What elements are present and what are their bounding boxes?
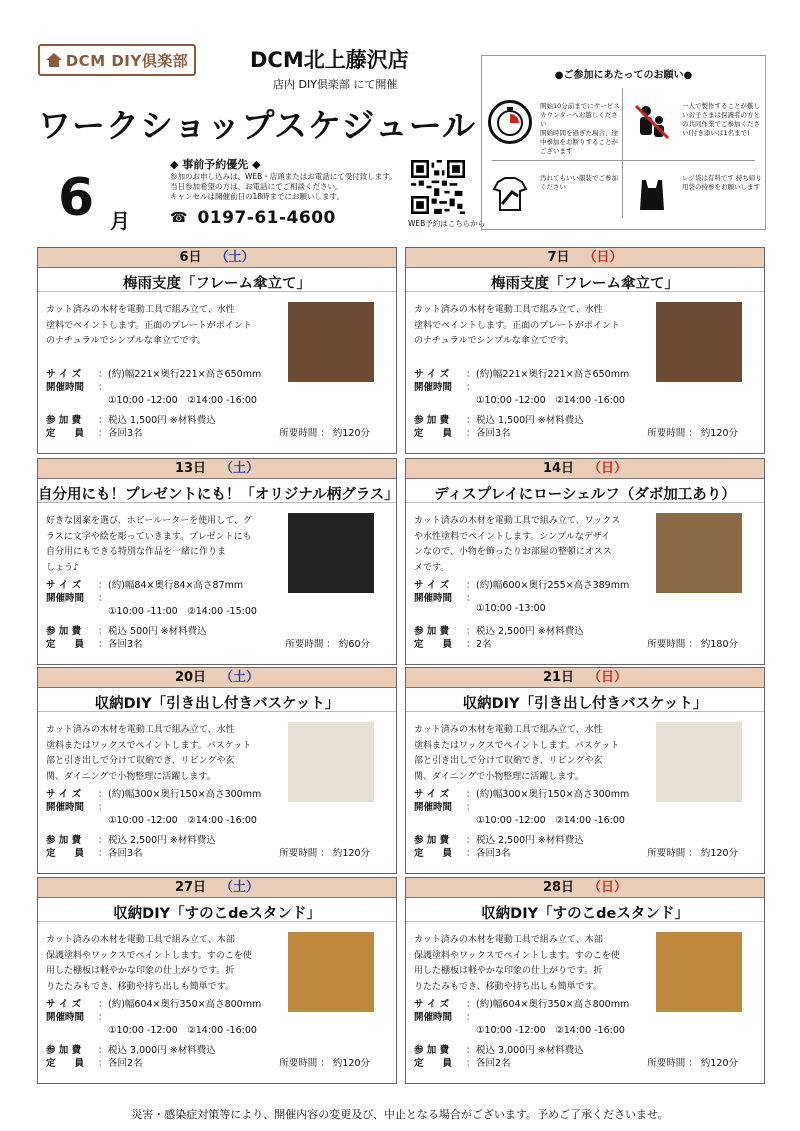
size-row: サ イ ズ ：(約)幅221×奥行221×高さ650mm [414, 366, 629, 380]
time-row: 開催時間 ： [46, 379, 108, 393]
workshop-description [414, 303, 644, 350]
workshop-photo [288, 302, 374, 382]
phone-number[interactable]: 0197-61-4600 [197, 208, 336, 228]
workshop-description-line: カット済みの木材を電動工具で組み立て、ワックス [414, 516, 621, 526]
duration-label: 所要時間 [647, 638, 686, 650]
reservation-info [170, 156, 420, 202]
time-value: ①10:00 -11:00 ②14:00 -15:00 [108, 606, 257, 617]
fee-label: 参 加 費 [414, 414, 450, 426]
time-row: 開催時間 ： [414, 1009, 476, 1023]
date-text: 21日 [542, 670, 575, 685]
fee-value: 税込 2,500円 ※材料費込 [476, 834, 584, 846]
workshop-footer: 参 加 費 ： 税込 1,500円 ※材料費込 定 員 ： 各回3名 所要時間 ： 約120分 [46, 412, 388, 438]
size-label: サ イ ズ [46, 789, 82, 800]
workshop-title: 収納DIY「すのこdeスタンド」 [406, 898, 764, 922]
fee-value: 税込 2,500円 ※材料費込 [476, 625, 584, 637]
capacity-label: 定 員 [414, 847, 453, 859]
size-value: (約)幅221×奥行221×高さ650mm [476, 369, 630, 380]
time-label: 開催時間 [46, 1012, 85, 1023]
capacity-label: 定 員 [46, 847, 85, 859]
size-row: サ イ ズ ：(約)幅600×奥行255×高さ389mm [414, 577, 629, 591]
workshop-description-line: 関、ダイニングで小物整理に活躍します。 [46, 771, 216, 782]
duration: 所要時間 ： 約120分 [279, 427, 370, 439]
dcm-diy-logo [38, 44, 196, 76]
workshop-title: 梅雨支度「フレーム傘立て」 [406, 268, 764, 292]
house-icon [46, 53, 62, 67]
notice-text: 開始10分前までにサービスカウンターへお越しください 開始時間を過ぎた場合、途中参加をお断りすることがございます [540, 102, 620, 155]
size-row: サ イ ズ ：(約)幅300×奥行150×高さ300mm [46, 786, 261, 800]
workshop-description-line: のナチュラルでシンプルな傘立てです。 [46, 336, 207, 346]
workshop-description-line: 部と引き出しで分けて収納でき、リビングや玄 [46, 756, 235, 766]
weekday-text: （日） [588, 461, 628, 476]
duration: 所要時間 ： 約120分 [279, 1057, 370, 1069]
workshop-footer: 参 加 費 ： 税込 3,000円 ※材料費込 定 員 ： 各回2名 所要時間 ： 約120分 [414, 1042, 756, 1068]
reservation-line: 当日参加希望の方は、お電話にてご相談ください。 [170, 182, 343, 191]
workshop-description [414, 933, 644, 995]
workshop-footer: 参 加 費 ： 税込 2,500円 ※材料費込 定 員 ： 各回3名 所要時間 ： 約120分 [414, 832, 756, 858]
capacity-label: 定 員 [414, 638, 453, 650]
notice-text: レジ袋は有料です 持ち帰り用袋の持参をお願いします [682, 174, 762, 191]
time-value: ①10:00 -13:00 [476, 603, 546, 614]
workshop-title: 梅雨支度「フレーム傘立て」 [38, 268, 396, 292]
size-value: (約)幅221×奥行221×高さ650mm [108, 369, 262, 380]
workshop-description-line: りたたみもでき、移動や持ち出しも簡単です。 [46, 981, 234, 992]
reservation-line: キャンセルは開催前日の18時までにお願いします。 [170, 192, 344, 201]
footer-note: 災害・感染症対策等により、開催内容の変更及び、中止となる場合がございます。予めご了承くださいませ。 [131, 1108, 669, 1121]
workshop-description-line: のナチュラルでシンプルな傘立てです。 [414, 336, 575, 346]
fee-value: 税込 500円 ※材料費込 [108, 625, 207, 637]
capacity-label: 定 員 [46, 638, 85, 650]
size-label: サ イ ズ [46, 999, 82, 1010]
duration: 所要時間 ： 約120分 [279, 847, 370, 859]
time-row: 開催時間 ： [46, 799, 108, 813]
date-text: 28日 [542, 880, 575, 895]
store-subtitle: 店内 DIY倶楽部 にて開催 [273, 78, 398, 91]
time-value: ①10:00 -12:00 ②14:00 -16:00 [108, 1025, 257, 1036]
weekday-text: （日） [588, 670, 628, 685]
time-value: ①10:00 -12:00 ②14:00 -16:00 [108, 395, 257, 406]
workshop-description-line: カット済みの木材を電動工具で組み立て、木部 [414, 935, 603, 945]
reservation-heading: ◆ 事前予約優先 ◆ [170, 158, 261, 171]
date-text: 14日 [542, 461, 575, 476]
capacity-value: 各回3名 [476, 847, 511, 859]
size-row: サ イ ズ ：(約)幅604×奥行350×高さ800mm [414, 996, 629, 1010]
store-name: DCM北上藤沢店 [250, 48, 409, 72]
workshop-footer: 参 加 費 ： 税込 3,000円 ※材料費込 定 員 ： 各回2名 所要時間 ： 約120分 [46, 1042, 388, 1068]
fee-label: 参 加 費 [414, 625, 450, 637]
time-label: 開催時間 [46, 802, 85, 813]
duration-value: 約120分 [700, 1057, 738, 1069]
time-label: 開催時間 [414, 802, 453, 813]
workshop-description-line: や水性塗料でペイントします。シンプルなデザイ [414, 531, 611, 542]
size-label: サ イ ズ [414, 580, 450, 591]
date-text: 6日 [179, 250, 202, 265]
workshop-photo [656, 932, 742, 1012]
divider [622, 88, 623, 218]
workshop-description-line: カット済みの木材を電動工具で組み立て、水性 [46, 725, 235, 735]
workshop-card[interactable] [37, 877, 397, 1084]
notice-item [482, 166, 622, 226]
workshop-card[interactable] [405, 667, 765, 874]
workshop-description-line: しょう♪ [46, 562, 79, 573]
size-row: サ イ ズ ：(約)幅604×奥行350×高さ800mm [46, 996, 261, 1010]
duration-label: 所要時間 [279, 1057, 318, 1069]
workshop-description-line: 塗料でペイントします。正面のプレートがポイント [414, 320, 620, 331]
workshop-footer: 参 加 費 ： 税込 2,500円 ※材料費込 定 員 ： 2名 所要時間 ： 約180分 [414, 623, 756, 649]
size-row: サ イ ズ ：(約)幅300×奥行150×高さ300mm [414, 786, 629, 800]
notice-item [624, 166, 764, 226]
size-value: (約)幅600×奥行255×高さ389mm [476, 580, 630, 591]
weekday-text: （土） [220, 461, 260, 476]
fee-label: 参 加 費 [46, 834, 82, 846]
size-label: サ イ ズ [46, 580, 82, 591]
size-value: (約)幅300×奥行150×高さ300mm [476, 789, 630, 800]
duration-value: 約120分 [700, 427, 738, 439]
time-value: ①10:00 -12:00 ②14:00 -16:00 [108, 815, 257, 826]
workshop-description-line: 部と引き出しで分けて収納でき、リビングや玄 [414, 756, 603, 766]
workshop-card[interactable] [405, 247, 765, 454]
stopwatch-icon [488, 100, 532, 144]
duration-label: 所要時間 [647, 847, 686, 859]
fee-value: 税込 3,000円 ※材料費込 [108, 1044, 216, 1056]
notice-item [624, 94, 764, 154]
duration-value: 約120分 [332, 1057, 370, 1069]
month-unit: 月 [110, 209, 130, 233]
workshop-description [414, 514, 644, 576]
qr-label: WEB予約はこちらから [408, 219, 486, 228]
duration-label: 所要時間 [279, 847, 318, 859]
tshirt-icon [488, 172, 532, 216]
notice-text: 一人で製作することが難しいお子さまは保護者の方との共同作業でご参加ください(付き添いは1名まで) [682, 102, 760, 137]
workshop-description [46, 723, 276, 785]
notice-box [481, 55, 766, 230]
workshop-footer: 参 加 費 ： 税込 2,500円 ※材料費込 定 員 ： 各回3名 所要時間 ： 約120分 [46, 832, 388, 858]
notice-item [482, 94, 622, 154]
fee-label: 参 加 費 [46, 414, 82, 426]
workshop-date [406, 248, 764, 268]
size-value: (約)幅604×奥行350×高さ800mm [476, 999, 630, 1010]
size-label: サ イ ズ [46, 369, 82, 380]
workshop-description-line: 自分用にもできる特別な作品を一緒に作りま [46, 547, 227, 557]
duration: 所要時間 ： 約120分 [647, 427, 738, 439]
time-label: 開催時間 [46, 382, 85, 393]
workshop-title: 収納DIY「引き出し付きバスケット」 [38, 688, 396, 712]
capacity-label: 定 員 [46, 427, 85, 439]
duration-value: 約60分 [338, 638, 370, 650]
workshop-description-line: 好きな図案を選び、ホビールーターを使用して、グ [46, 516, 252, 526]
month-number: 6 [58, 168, 95, 228]
time-row: 開催時間 ： [414, 799, 476, 813]
size-label: サ イ ズ [414, 789, 450, 800]
time-value: ①10:00 -12:00 ②14:00 -16:00 [476, 395, 625, 406]
workshop-description [46, 303, 276, 350]
duration-label: 所要時間 [285, 638, 324, 650]
workshop-title: 収納DIY「引き出し付きバスケット」 [406, 688, 764, 712]
capacity-value: 各回3名 [108, 638, 143, 650]
time-row: 開催時間 ： [46, 1009, 108, 1023]
workshop-description-line: りたたみもでき、移動や持ち出しも簡単です。 [414, 981, 602, 992]
workshop-description [46, 933, 276, 995]
time-value: ①10:00 -12:00 ②14:00 -16:00 [476, 1025, 625, 1036]
time-row: 開催時間 ： [414, 590, 476, 604]
time-label: 開催時間 [414, 382, 453, 393]
duration-label: 所要時間 [647, 1057, 686, 1069]
size-row: サ イ ズ ：(約)幅221×奥行221×高さ650mm [46, 366, 261, 380]
capacity-value: 各回2名 [476, 1057, 511, 1069]
workshop-description-line: 保護塗料やワックスでペイントします。すのこを使 [414, 950, 620, 961]
date-text: 20日 [174, 670, 207, 685]
notice-title: ●ご参加にあたってのお願い● [554, 70, 693, 81]
workshop-photo [656, 513, 742, 593]
time-label: 開催時間 [414, 593, 453, 604]
workshop-description-line: 関、ダイニングで小物整理に活躍します。 [414, 771, 584, 782]
duration-value: 約120分 [332, 427, 370, 439]
workshop-date [406, 459, 764, 479]
time-label: 開催時間 [46, 593, 85, 604]
divider [492, 160, 755, 161]
workshop-description-line: カット済みの木材を電動工具で組み立て、水性 [46, 305, 235, 315]
fee-value: 税込 2,500円 ※材料費込 [108, 834, 216, 846]
time-value: ①10:00 -12:00 ②14:00 -16:00 [476, 815, 625, 826]
workshop-footer: 参 加 費 ： 税込 1,500円 ※材料費込 定 員 ： 各回3名 所要時間 ： 約120分 [414, 412, 756, 438]
workshop-photo [288, 932, 374, 1012]
bag-icon [630, 172, 674, 216]
capacity-value: 各回3名 [108, 427, 143, 439]
capacity-label: 定 員 [46, 1057, 85, 1069]
workshop-photo [656, 722, 742, 802]
size-label: サ イ ズ [414, 999, 450, 1010]
workshop-description [414, 723, 644, 785]
phone-contact [170, 208, 336, 228]
duration-label: 所要時間 [647, 427, 686, 439]
workshop-description-line: カット済みの木材を電動工具で組み立て、木部 [46, 935, 235, 945]
weekday-text: （土） [220, 880, 260, 895]
logo-text: DCM DIY倶楽部 [65, 51, 189, 70]
workshop-description-line: ラスに文字や絵を彫っていきます。プレゼントにも [46, 531, 252, 542]
capacity-label: 定 員 [414, 427, 453, 439]
workshop-description-line: 用した棚板は軽やかな印象の仕上がりです。折 [46, 966, 235, 976]
workshop-date [38, 248, 396, 268]
weekday-text: （日） [588, 880, 628, 895]
workshop-photo [288, 513, 374, 593]
workshop-description-line: 塗料またはワックスでペイントします。バスケット [46, 740, 252, 751]
workshop-description-line: 塗料またはワックスでペイントします。バスケット [414, 740, 620, 751]
duration-label: 所要時間 [279, 427, 318, 439]
workshop-photo [288, 722, 374, 802]
workshop-description-line: カット済みの木材を電動工具で組み立て、水性 [414, 725, 603, 735]
capacity-label: 定 員 [414, 1057, 453, 1069]
time-row: 開催時間 ： [414, 379, 476, 393]
family-icon [630, 100, 674, 144]
workshop-title: ディスプレイにローシェルフ（ダボ加工あり） [406, 479, 764, 503]
weekday-text: （土） [215, 250, 255, 265]
fee-label: 参 加 費 [46, 1044, 82, 1056]
duration-value: 約120分 [332, 847, 370, 859]
fee-value: 税込 1,500円 ※材料費込 [108, 414, 216, 426]
capacity-value: 2名 [476, 638, 492, 650]
workshop-date [406, 668, 764, 688]
workshop-card[interactable] [405, 877, 765, 1084]
duration: 所要時間 ： 約120分 [647, 847, 738, 859]
phone-icon: ☎ [170, 210, 188, 226]
fee-label: 参 加 費 [414, 834, 450, 846]
capacity-value: 各回2名 [108, 1057, 143, 1069]
capacity-value: 各回3名 [476, 427, 511, 439]
workshop-description [46, 514, 276, 576]
workshop-date [38, 668, 396, 688]
workshop-description-line: カット済みの木材を電動工具で組み立て、水性 [414, 305, 603, 315]
duration-value: 約180分 [700, 638, 738, 650]
duration: 所要時間 ： 約180分 [647, 638, 738, 650]
workshop-date [38, 878, 396, 898]
workshop-title: 自分用にも！プレゼントにも！「オリジナル柄グラス」 [38, 479, 396, 503]
workshop-footer: 参 加 費 ： 税込 500円 ※材料費込 定 員 ： 各回3名 所要時間 ： 約60分 [46, 623, 388, 649]
size-value: (約)幅84×奥行84×高さ87mm [108, 580, 244, 591]
workshop-description-line: メです。 [414, 562, 450, 573]
size-row: サ イ ズ ：(約)幅84×奥行84×高さ87mm [46, 577, 243, 591]
qr-code[interactable] [411, 160, 465, 214]
reservation-line: 参加のお申し込みは、WEB・店頭またはお電話にて受付致します。 [170, 172, 397, 181]
duration-value: 約120分 [700, 847, 738, 859]
fee-value: 税込 3,000円 ※材料費込 [476, 1044, 584, 1056]
date-text: 13日 [174, 461, 207, 476]
time-row: 開催時間 ： [46, 590, 108, 604]
workshop-description-line: 塗料でペイントします。正面のプレートがポイント [46, 320, 252, 331]
fee-label: 参 加 費 [46, 625, 82, 637]
workshop-description-line: ンなので、小物を飾ったりお部屋の整頓にオスス [414, 547, 612, 557]
size-label: サ イ ズ [414, 369, 450, 380]
workshop-card[interactable] [37, 247, 397, 454]
workshop-description-line: 保護塗料やワックスでペイントします。すのこを使 [46, 950, 252, 961]
page-title: ワークショップスケジュール [38, 106, 477, 145]
fee-label: 参 加 費 [414, 1044, 450, 1056]
size-value: (約)幅300×奥行150×高さ300mm [108, 789, 262, 800]
workshop-description-line: 用した棚板は軽やかな印象の仕上がりです。折 [414, 966, 603, 976]
workshop-card[interactable] [37, 458, 397, 665]
workshop-card[interactable] [405, 458, 765, 665]
workshop-date [38, 459, 396, 479]
notice-text: 汚れてもいい服装でご参加ください [540, 174, 618, 191]
workshop-photo [656, 302, 742, 382]
date-text: 7日 [547, 250, 570, 265]
duration: 所要時間 ： 約120分 [647, 1057, 738, 1069]
size-value: (約)幅604×奥行350×高さ800mm [108, 999, 262, 1010]
weekday-text: （土） [220, 670, 260, 685]
fee-value: 税込 1,500円 ※材料費込 [476, 414, 584, 426]
workshop-date [406, 878, 764, 898]
workshop-title: 収納DIY「すのこdeスタンド」 [38, 898, 396, 922]
date-text: 27日 [174, 880, 207, 895]
weekday-text: （日） [583, 250, 623, 265]
duration: 所要時間 ： 約60分 [285, 638, 370, 650]
workshop-card[interactable] [37, 667, 397, 874]
time-label: 開催時間 [414, 1012, 453, 1023]
capacity-value: 各回3名 [108, 847, 143, 859]
